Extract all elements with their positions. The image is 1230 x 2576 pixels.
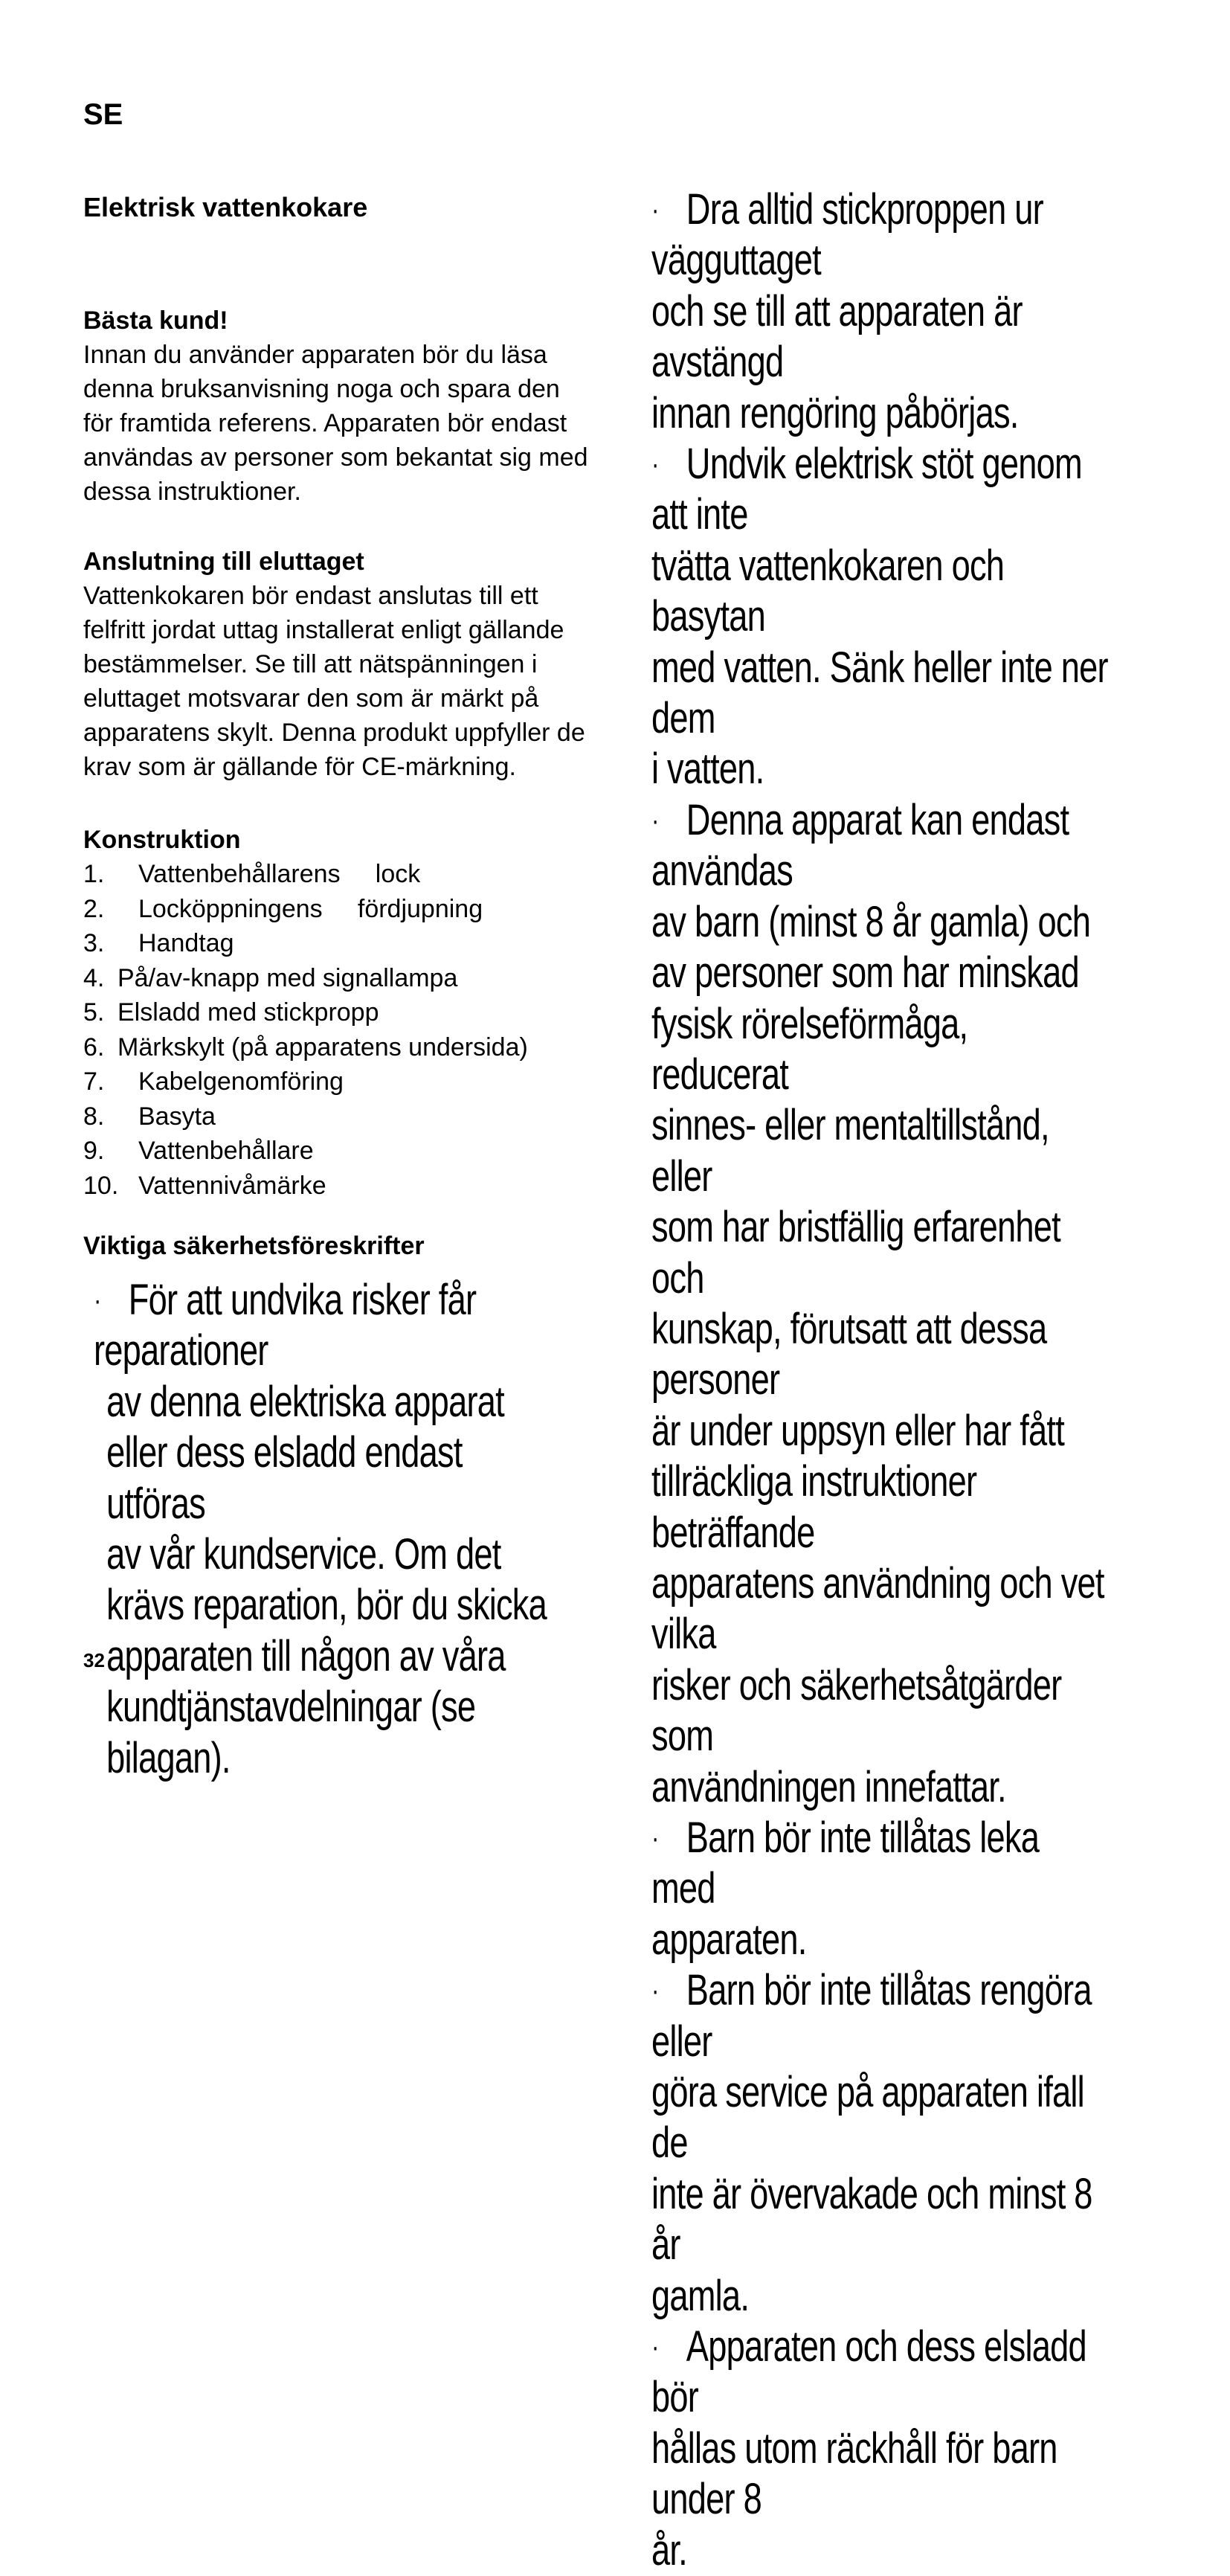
connection-line: apparatens skylt. Denna produkt uppfyller de [83, 719, 585, 747]
item-number: 10. [83, 1171, 119, 1200]
bullet-icon: · [94, 1284, 101, 1317]
connection-line: krav som är gällande för CE-märkning. [83, 753, 517, 781]
safety-line: krävs reparation, bör du skicka [106, 1581, 547, 1630]
item-text: Vattennivåmärke [138, 1171, 326, 1200]
list-item [83, 1064, 626, 1099]
item-number: 5. [83, 998, 105, 1027]
safety-line: är under uppsyn eller har fått [651, 1406, 1065, 1455]
safety-line: · Undvik elektrisk stöt genom att inte [651, 440, 1082, 539]
safety-item [651, 1965, 1110, 2322]
page-number: 32 [83, 1649, 105, 1671]
list-item [83, 892, 626, 927]
connection-section [83, 545, 626, 784]
safety-line: · Denna apparat kan endast användas [651, 795, 1069, 896]
document-title: Elektrisk vattenkokare [83, 192, 368, 222]
safety-line: inte är övervakade och minst 8 år [651, 2169, 1092, 2270]
greeting-line: för framtida referens. Apparaten bör endast [83, 409, 567, 437]
bullet-icon: · [651, 193, 659, 226]
safety-heading: Viktiga säkerhetsföreskrifter [83, 1232, 425, 1260]
item-text: Locköppningens fördjupning [138, 894, 483, 923]
safety-item [651, 795, 1110, 1813]
item-text: Märkskylt (på apparatens undersida) [117, 1032, 528, 1061]
item-number: 2. [83, 894, 105, 923]
list-item [83, 1169, 626, 1204]
list-item [83, 1099, 626, 1134]
item-number: 4. [83, 963, 105, 992]
safety-line: i vatten. [651, 745, 764, 794]
safety-line: användningen innefattar. [651, 1762, 1006, 1811]
safety-line: av denna elektriska apparat [106, 1377, 504, 1426]
connection-line: Vattenkokaren bör endast anslutas till ett [83, 582, 538, 610]
construction-list [83, 857, 626, 1203]
list-item [83, 1134, 626, 1169]
safety-line: hållas utom räckhåll för barn under 8 [651, 2424, 1057, 2524]
safety-item [651, 1813, 1110, 1965]
safety-line: · Apparaten och dess elsladd bör [651, 2322, 1086, 2422]
list-item [83, 995, 626, 1030]
list-item [83, 961, 626, 996]
item-text: Elsladd med stickpropp [117, 998, 379, 1027]
safety-line: tvätta vattenkokaren och basytan [651, 541, 1005, 641]
list-item [83, 926, 626, 961]
safety-line: apparatens användning och vet vilka [651, 1558, 1104, 1659]
safety-item [651, 184, 1110, 439]
safety-line: tillräckliga instruktioner beträffande [651, 1457, 977, 1557]
bullet-icon: · [651, 1822, 659, 1854]
item-text: Basyta [138, 1102, 216, 1131]
safety-line: med vatten. Sänk heller inte ner dem [651, 643, 1108, 743]
safety-line: göra service på apparaten ifall de [651, 2068, 1084, 2168]
connection-heading: Anslutning till eluttaget [83, 547, 364, 576]
bullet-icon: · [651, 2331, 659, 2364]
safety-line: fysisk rörelseförmåga, reducerat [651, 999, 968, 1099]
item-text: På/av-knapp med signallampa [117, 963, 458, 992]
item-text: Vattenbehållare [138, 1137, 314, 1165]
safety-item [651, 439, 1110, 795]
safety-line: kundtjänstavdelningar (se bilagan). [106, 1683, 476, 1782]
safety-line: · Dra alltid stickproppen ur vägguttaget [651, 185, 1043, 285]
item-text: Handtag [138, 929, 234, 957]
greeting-heading: Bästa kund! [83, 306, 228, 335]
item-text: Vattenbehållarens lock [138, 860, 421, 888]
greeting-line: användas av personer som bekantat sig med [83, 443, 588, 472]
safety-line: som har bristfällig erfarenhet och [651, 1203, 1060, 1303]
greeting-section [83, 303, 626, 509]
item-text: Kabelgenomföring [138, 1067, 344, 1096]
item-number: 6. [83, 1032, 105, 1061]
safety-left-column [94, 1275, 558, 1784]
bullet-icon: · [651, 448, 659, 481]
connection-line: felfritt jordat uttag installerat enligt gällande [83, 616, 564, 644]
list-item [83, 857, 626, 892]
safety-line: · Barn bör inte tillåtas rengöra eller [651, 1966, 1092, 2066]
greeting-line: Innan du använder apparaten bör du läsa [83, 341, 547, 369]
safety-line: sinnes- eller mentaltillstånd, eller [651, 1101, 1049, 1201]
safety-line: och se till att apparaten är avstängd [651, 286, 1023, 387]
greeting-line: dessa instruktioner. [83, 478, 301, 506]
safety-line: apparaten. [651, 1915, 807, 1964]
item-number: 7. [83, 1067, 105, 1096]
connection-line: bestämmelser. Se till att nätspänningen i [83, 650, 538, 678]
construction-section [83, 823, 626, 1203]
safety-item [651, 2322, 1110, 2576]
item-number: 1. [83, 860, 105, 888]
safety-line: · Barn bör inte tillåtas leka med [651, 1814, 1040, 1913]
item-number: 8. [83, 1102, 105, 1131]
item-number: 3. [83, 929, 105, 957]
safety-line: av barn (minst 8 år gamla) och [651, 897, 1091, 946]
connection-line: eluttaget motsvarar den som är märkt på [83, 684, 539, 713]
safety-item [94, 1275, 558, 1784]
item-number: 9. [83, 1137, 105, 1165]
safety-line: kunskap, förutsatt att dessa personer [651, 1304, 1047, 1404]
bullet-icon: · [651, 803, 659, 837]
safety-line: apparaten till någon av våra [106, 1631, 506, 1680]
language-code: SE [83, 98, 123, 131]
construction-heading: Konstruktion [83, 826, 241, 854]
safety-right-column [651, 184, 1110, 2576]
list-item [83, 1030, 626, 1065]
safety-line: risker och säkerhetsåtgärder som [651, 1660, 1062, 1761]
bullet-icon: · [651, 1974, 659, 2008]
safety-line: år. [651, 2525, 687, 2575]
greeting-line: denna bruksanvisning noga och spara den [83, 375, 560, 403]
safety-line: · För att undvika risker får reparationer [94, 1276, 486, 1375]
safety-line: av vår kundservice. Om det [106, 1530, 501, 1579]
safety-line: av personer som har minskad [651, 948, 1079, 998]
safety-line: innan rengöring påbörjas. [651, 388, 1019, 437]
safety-line: eller dess elsladd endast utföras [106, 1428, 463, 1528]
safety-line: gamla. [651, 2271, 750, 2320]
